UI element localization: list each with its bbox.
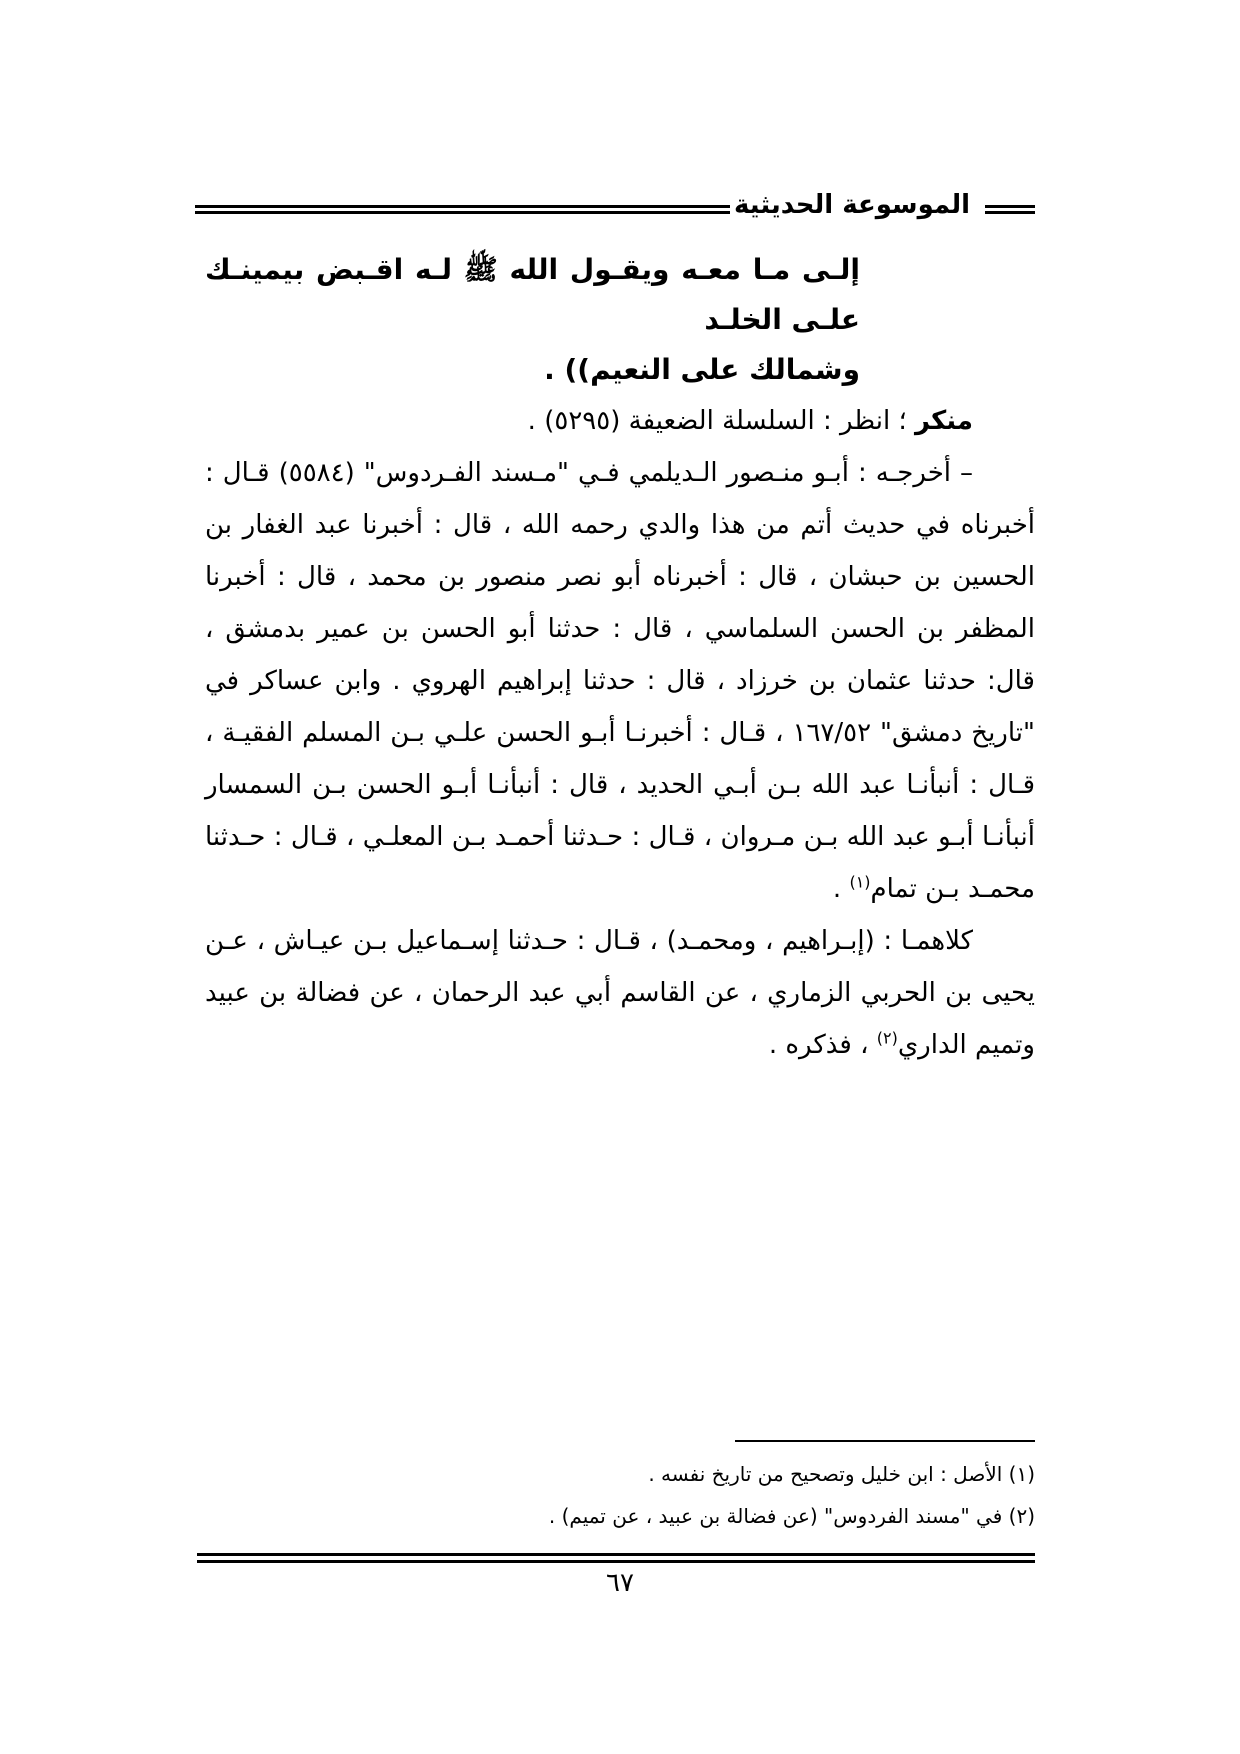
page-number: ٦٧ (606, 1568, 634, 1598)
footnote-ref-2: (٢) (876, 1028, 898, 1048)
hadith-text-line-2: وشمالك على النعيم)) . (544, 353, 860, 386)
grading-label: منكر (914, 406, 973, 436)
hadith-text-line-1: إلـى مـا معـه ويقـول الله ﷺ لـه اقـبض بيمينـك علـى الخلـد (205, 253, 860, 336)
footnote-ref-1: (١) (849, 872, 871, 892)
grading-text: ؛ انظر : السلسلة الضعيفة (٥٢٩٥) . (527, 406, 915, 436)
takhrij-paragraph-1-text: – أخرجـه : أبـو منـصور الـديلمي فـي "مـسند الفـردوس" (٥٥٨٤) قـال : أخبرناه في حديث أتم من هذا والدي رحمه الله ، قال : أخبرنا عبد الغفار بن الحسين بن حبشان ، قال : أخبرناه أبو نصر منصور بن محمد ، قال : أخبرنا المظفر بن الحسن السلماسي ، قال : حدثنا أبو الحسن بن عمير بدمشق ، قال: حدثنا عثمان بن خرزاد ، قال : حدثنا إبراهيم الهروي . وابن عساكر في "تاريخ دمشق" ١٦٧/٥٢ ، قـال : أخبرنـا أبـو الحسن علـي بـن المسلم الفقيـة ، قـال : أنبأنـا عبد الله بـن أبـي الحديد ، قال : أنبأنـا أبـو الحسن بـن السمسار أنبأنـا أبـو عبد الله بـن مـروان ، قـال : حـدثنا أحمـد بـن المعلـي ، قـال : حـدثنا محمـد بـن تمام (205, 458, 1035, 904)
takhrij-paragraph-2-text: كلاهمـا : (إبـراهيم ، ومحمـد) ، قـال : حـدثنا إسـماعيل بـن عيـاش ، عـن يحيى بن الحربي الزماري ، عن القاسم أبي عبد الرحمان ، عن فضالة بن عبيد وتميم الداري (205, 926, 1035, 1060)
takhrij-paragraph-1 (205, 447, 1035, 915)
running-header (195, 190, 1035, 230)
takhrij-paragraph-1-end: . (832, 874, 850, 904)
footnote-1: (١) الأصل : ابن خليل وتصحيح من تاريخ نفسه . (648, 1462, 1035, 1486)
header-title: الموسوعة الحديثية (733, 190, 970, 220)
bottom-double-rule (197, 1553, 1035, 1563)
main-text (205, 245, 1035, 1071)
header-rule-right (985, 205, 1035, 214)
footnote-separator (735, 1440, 1035, 1442)
header-rule-left (195, 205, 730, 214)
footnote-2: (٢) في "مسند الفردوس" (عن فضالة بن عبيد ، عن تميم) . (548, 1504, 1035, 1528)
grading-line (205, 395, 1035, 447)
takhrij-paragraph-2 (205, 915, 1035, 1071)
takhrij-paragraph-2-end: ، فذكره . (768, 1030, 877, 1060)
